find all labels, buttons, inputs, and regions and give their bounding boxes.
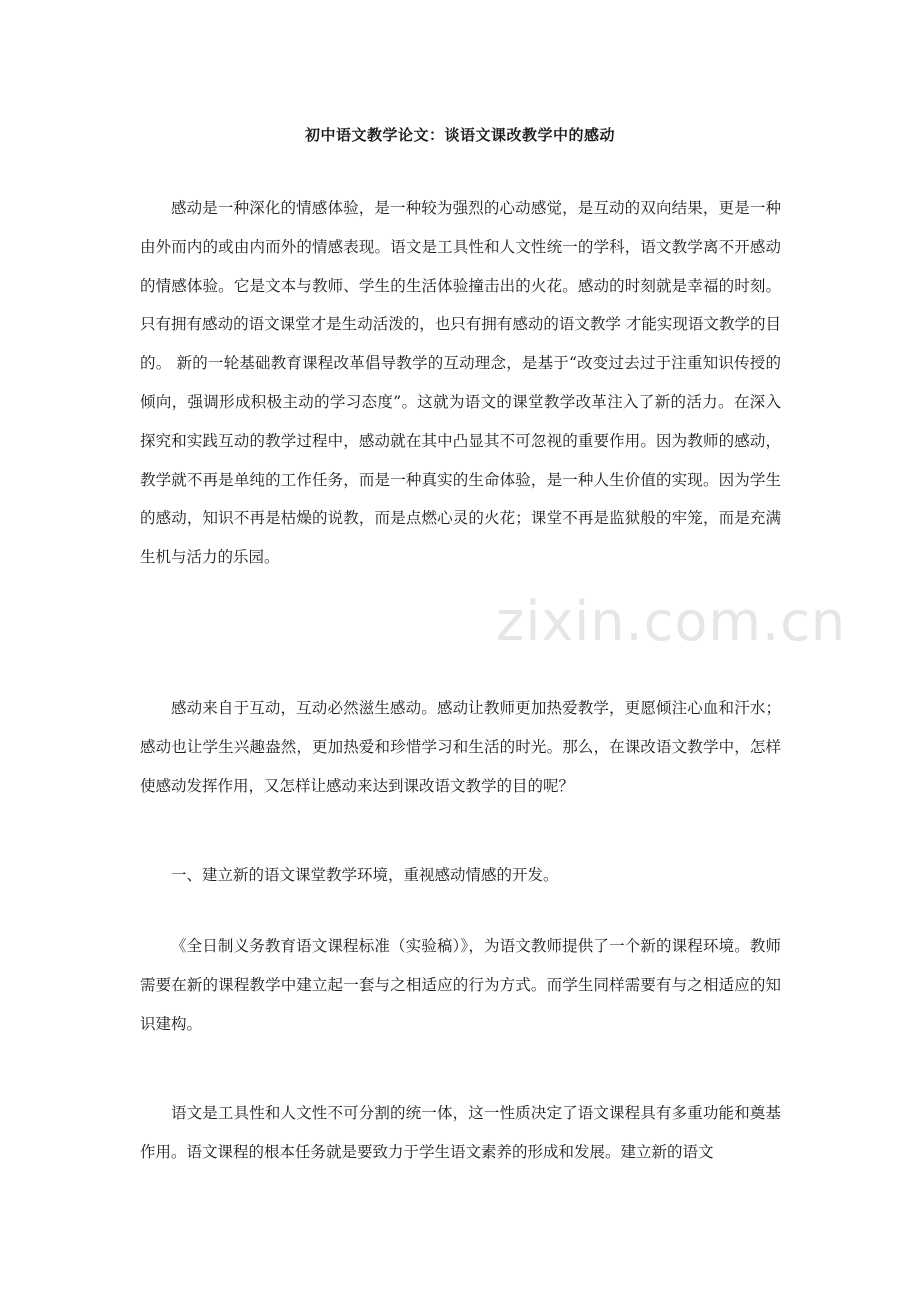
section-heading-1: 一、建立新的语文课堂教学环境，重视感动情感的开发。	[171, 866, 559, 884]
paragraph-1: 感动是一种深化的情感体验，是一种较为强烈的心动感觉，是互动的双向结果，更是一种由外而内的或由内而外的情感表现。语文是工具性和人文性统一的学科，语文教学离不开感动的情感体验。它是文本与教师、学生的生活体验撞击出的火花。感动的时刻就是幸福的时刻。只有拥有感动的语文课堂才是生动活泼的，也只有拥有感动的语文教学 才能实现语文教学的目的。 新的一轮基础教育课程改革倡导教学的互动理念，是基于“改变过去过于注重知识传授的倾向，强调形成积极主动的学习态度”。这就为语文的课堂教学改革注入了新的活力。在深入探究和实践互动的教学过程中，感动就在其中凸显其不可忽视的重要作用。因为教师的感动，教学就不再是单纯的工作任务，而是一种真实的生命体验，是一种人生价值的实现。因为学生的感动，知识不再是枯燥的说教，而是点燃心灵的火花；课堂不再是监狱般的牢笼，而是充满生机与活力的乐园。	[140, 199, 781, 567]
watermark: zixin.com.cn	[496, 590, 847, 653]
paragraph-2: 感动来自于互动，互动必然滋生感动。感动让教师更加热爱教学，更愿倾注心血和汗水；感动也让学生兴趣盎然，更加热爱和珍惜学习和生活的时光。那么，在课改语文教学中，怎样使感动发挥作用，又怎样让感动来达到课改语文教学的目的呢？	[140, 699, 781, 795]
document-title: 初中语文教学论文：谈语文课改教学中的感动	[304, 126, 615, 144]
paragraph-4: 语文是工具性和人文性不可分割的统一体，这一性质决定了语文课程具有多重功能和奠基作用。语文课程的根本任务就是要致力于学生语文素养的形成和发展。建立新的语文	[140, 1104, 781, 1161]
paragraph-3: 《全日制义务教育语文课程标准（实验稿）》，为语文教师提供了一个新的课程环境。教师需要在新的课程教学中建立起一套与之相适应的行为方式。而学生同样需要有与之相适应的知识建构。	[140, 937, 781, 1033]
